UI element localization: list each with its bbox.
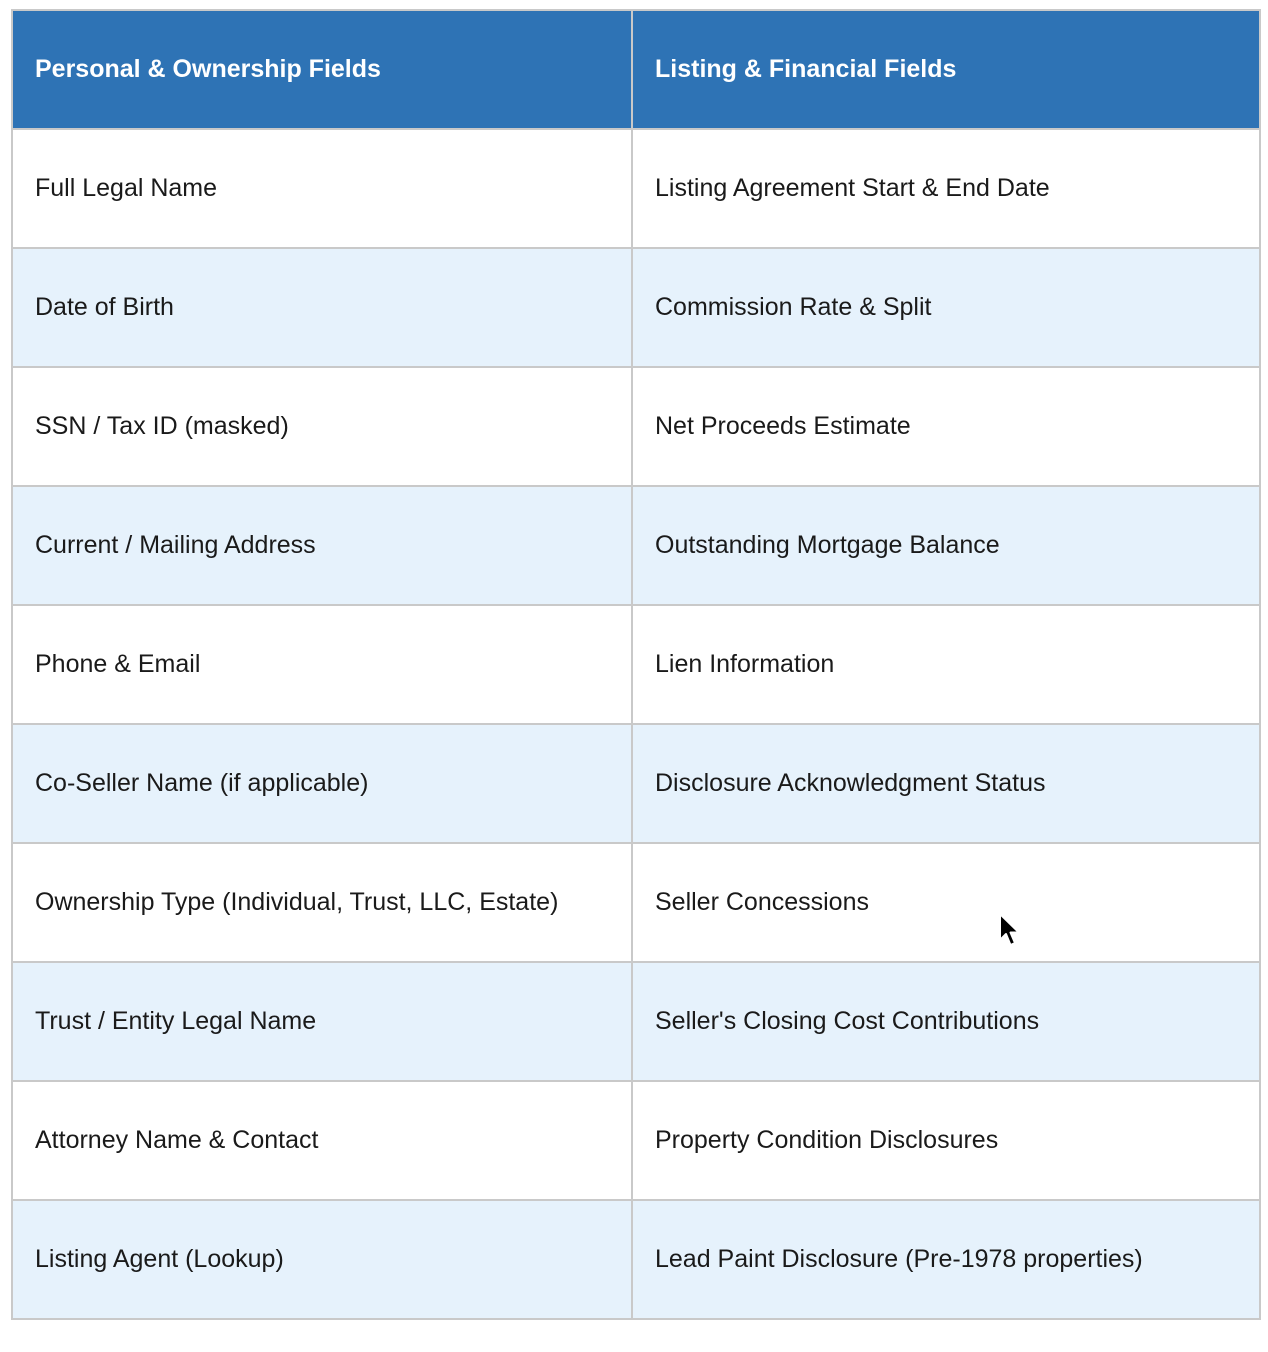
table-row (12, 1081, 1260, 1200)
personal-field-cell: SSN / Tax ID (masked) (12, 367, 632, 486)
personal-field-cell: Attorney Name & Contact (12, 1081, 632, 1200)
table-row (12, 962, 1260, 1081)
personal-field-cell: Date of Birth (12, 248, 632, 367)
financial-field-cell: Lead Paint Disclosure (Pre-1978 properties) (632, 1200, 1260, 1319)
personal-field-cell: Phone & Email (12, 605, 632, 724)
table-row (12, 367, 1260, 486)
financial-field-cell: Seller's Closing Cost Contributions (632, 962, 1260, 1081)
personal-field-cell: Full Legal Name (12, 129, 632, 248)
financial-field-cell: Lien Information (632, 605, 1260, 724)
personal-field-cell: Current / Mailing Address (12, 486, 632, 605)
financial-field-cell: Listing Agreement Start & End Date (632, 129, 1260, 248)
personal-field-cell: Co-Seller Name (if applicable) (12, 724, 632, 843)
header-personal-ownership: Personal & Ownership Fields (12, 10, 632, 129)
table-row (12, 605, 1260, 724)
financial-field-cell: Seller Concessions (632, 843, 1260, 962)
fields-table (11, 9, 1261, 1320)
table-row (12, 486, 1260, 605)
personal-field-cell: Ownership Type (Individual, Trust, LLC, Estate) (12, 843, 632, 962)
table-row (12, 843, 1260, 962)
financial-field-cell: Disclosure Acknowledgment Status (632, 724, 1260, 843)
financial-field-cell: Net Proceeds Estimate (632, 367, 1260, 486)
table-row (12, 1200, 1260, 1319)
table-row (12, 248, 1260, 367)
table-body (12, 129, 1260, 1319)
header-row (12, 10, 1260, 129)
table-row (12, 724, 1260, 843)
financial-field-cell: Commission Rate & Split (632, 248, 1260, 367)
financial-field-cell: Outstanding Mortgage Balance (632, 486, 1260, 605)
financial-field-cell: Property Condition Disclosures (632, 1081, 1260, 1200)
table-header (12, 10, 1260, 129)
table-row (12, 129, 1260, 248)
header-listing-financial: Listing & Financial Fields (632, 10, 1260, 129)
personal-field-cell: Trust / Entity Legal Name (12, 962, 632, 1081)
personal-field-cell: Listing Agent (Lookup) (12, 1200, 632, 1319)
